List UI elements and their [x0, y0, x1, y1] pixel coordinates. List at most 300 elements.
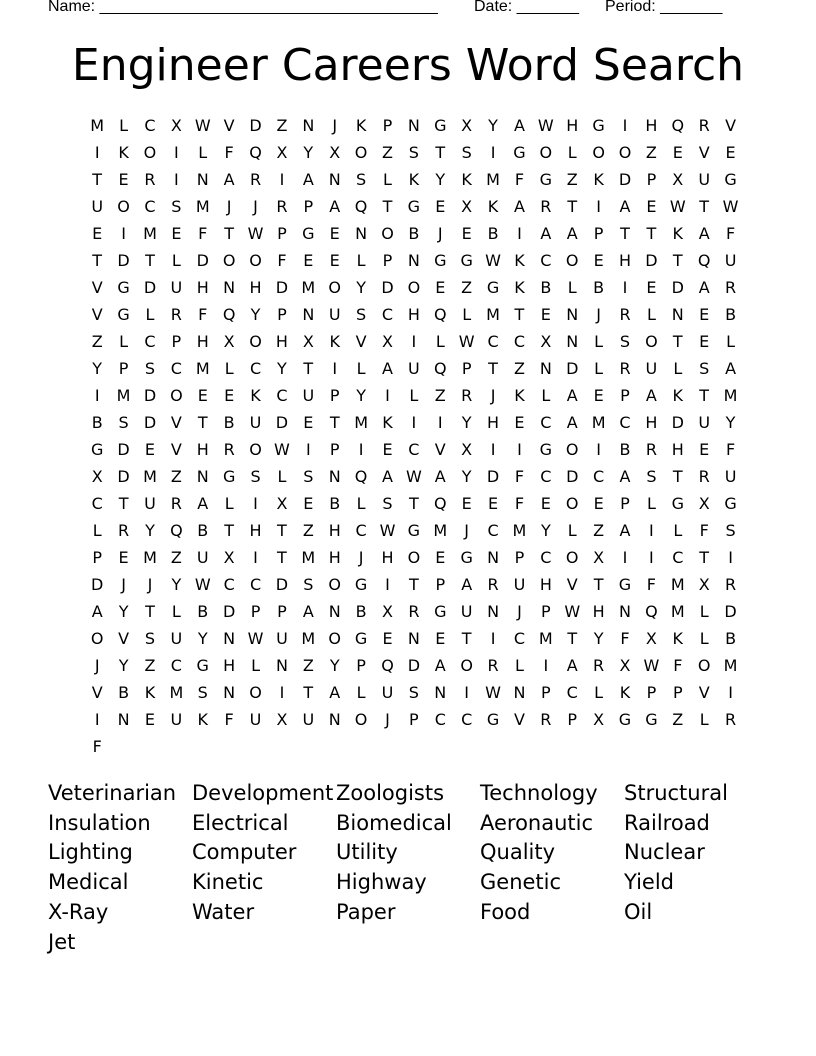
- grid-letter: S: [171, 197, 182, 216]
- grid-letter: M: [591, 413, 606, 432]
- grid-letter: M: [486, 305, 500, 324]
- grid-letter: M: [143, 224, 157, 243]
- grid-letter: X: [276, 494, 288, 513]
- grid-letter: T: [224, 224, 235, 243]
- grid-letter: U: [249, 413, 262, 432]
- grid-letter: G: [434, 251, 447, 270]
- grid-letter: Y: [461, 413, 472, 432]
- grid-letter: F: [699, 521, 709, 540]
- word-list-item: Jet: [48, 929, 76, 954]
- grid-letter: U: [302, 386, 315, 405]
- grid-letter: E: [435, 548, 446, 567]
- grid-letter: O: [460, 656, 473, 675]
- grid-letter: D: [618, 170, 632, 189]
- grid-letter: S: [144, 629, 156, 648]
- grid-letter: U: [276, 629, 288, 648]
- grid-letter: Y: [250, 305, 261, 324]
- grid-letter: P: [382, 116, 393, 135]
- grid-letter: D: [566, 359, 579, 378]
- grid-letter: V: [170, 413, 182, 432]
- word-list-item: X-Ray: [48, 900, 109, 925]
- grid-letter: Y: [118, 656, 129, 675]
- grid-letter: H: [645, 116, 658, 135]
- grid-letter: D: [249, 116, 262, 135]
- grid-letter: N: [328, 602, 341, 621]
- grid-letter: E: [329, 251, 340, 270]
- grid-letter: M: [169, 683, 184, 702]
- grid-letter: O: [117, 197, 130, 216]
- grid-letter: E: [646, 197, 657, 216]
- grid-letter: Q: [170, 521, 183, 540]
- grid-letter: M: [670, 575, 685, 594]
- grid-letter: H: [328, 521, 341, 540]
- grid-letter: I: [543, 656, 549, 675]
- grid-letter: J: [121, 575, 126, 594]
- grid-letter: E: [699, 332, 710, 351]
- grid-letter: T: [672, 332, 683, 351]
- grid-letter: A: [619, 521, 631, 540]
- grid-letter: I: [464, 683, 470, 702]
- grid-letter: X: [382, 332, 393, 351]
- grid-letter: U: [724, 467, 737, 486]
- grid-letter: R: [540, 197, 552, 216]
- grid-letter: O: [645, 332, 658, 351]
- grid-letter: J: [437, 224, 443, 243]
- grid-letter: I: [596, 440, 601, 459]
- grid-letter: G: [434, 116, 447, 135]
- grid-letter: N: [223, 278, 236, 297]
- grid-letter: F: [725, 224, 736, 243]
- grid-letter: F: [514, 494, 525, 513]
- grid-letter: T: [145, 251, 155, 270]
- grid-letter: S: [303, 467, 314, 486]
- grid-letter: T: [303, 359, 314, 378]
- word-list-item: Highway: [336, 870, 427, 895]
- period-field-label: Period: _______: [605, 0, 723, 15]
- grid-letter: E: [303, 251, 314, 270]
- grid-letter: K: [382, 413, 393, 432]
- grid-letter: M: [433, 521, 448, 540]
- grid-letter: V: [513, 710, 525, 729]
- grid-letter: Q: [671, 116, 685, 135]
- grid-letter: L: [251, 656, 260, 675]
- grid-letter: P: [382, 251, 393, 270]
- grid-letter: P: [92, 548, 103, 567]
- grid-letter: C: [487, 332, 499, 351]
- grid-letter: Y: [356, 386, 366, 405]
- grid-letter: R: [698, 467, 710, 486]
- grid-letter: H: [592, 602, 605, 621]
- grid-letter: D: [566, 467, 579, 486]
- grid-letter: Q: [354, 197, 368, 216]
- grid-letter: H: [566, 116, 579, 135]
- grid-letter: A: [197, 494, 209, 513]
- grid-letter: L: [356, 251, 366, 270]
- grid-letter: G: [724, 494, 737, 513]
- grid-letter: D: [275, 413, 289, 432]
- grid-letter: R: [645, 440, 657, 459]
- grid-letter: Q: [433, 305, 447, 324]
- grid-letter: W: [485, 683, 501, 702]
- grid-letter: J: [147, 575, 153, 594]
- grid-letter: C: [223, 575, 235, 594]
- grid-letter: R: [593, 656, 605, 675]
- grid-letter: A: [382, 467, 393, 486]
- grid-letter: R: [408, 602, 420, 621]
- grid-letter: X: [382, 602, 393, 621]
- grid-letter: U: [170, 710, 183, 729]
- grid-letter: Y: [488, 116, 498, 135]
- grid-letter: L: [462, 305, 472, 324]
- grid-letter: T: [303, 683, 314, 702]
- grid-letter: O: [328, 629, 341, 648]
- grid-letter: X: [302, 332, 314, 351]
- grid-letter: P: [409, 710, 419, 729]
- grid-letter: I: [517, 224, 522, 243]
- grid-letter: Q: [433, 359, 447, 378]
- grid-letter: B: [355, 602, 367, 621]
- grid-letter: L: [145, 305, 155, 324]
- grid-letter: Z: [645, 143, 657, 162]
- grid-letter: G: [592, 116, 605, 135]
- grid-letter: G: [117, 305, 130, 324]
- grid-letter: P: [514, 548, 525, 567]
- grid-letter: Q: [249, 143, 262, 162]
- grid-letter: Q: [645, 602, 658, 621]
- grid-letter: N: [355, 224, 368, 243]
- grid-letter: W: [247, 224, 264, 243]
- grid-letter: A: [698, 278, 710, 297]
- grid-letter: L: [541, 386, 551, 405]
- grid-letter: Q: [222, 305, 236, 324]
- grid-letter: A: [540, 224, 552, 243]
- grid-letter: U: [698, 170, 711, 189]
- word-list-item: Aeronautic: [480, 810, 594, 835]
- grid-letter: I: [385, 575, 390, 594]
- grid-letter: P: [672, 683, 683, 702]
- grid-letter: L: [594, 359, 604, 378]
- grid-letter: I: [385, 386, 390, 405]
- grid-letter: V: [91, 278, 103, 297]
- grid-letter: U: [724, 251, 737, 270]
- grid-letter: S: [144, 359, 156, 378]
- grid-letter: A: [566, 413, 578, 432]
- grid-letter: H: [618, 251, 632, 270]
- word-list-item: Zoologists: [336, 780, 445, 805]
- grid-letter: Y: [540, 521, 551, 540]
- grid-letter: V: [434, 440, 446, 459]
- page-title: Engineer Careers Word Search: [71, 40, 745, 91]
- grid-letter: X: [223, 548, 235, 567]
- grid-letter: T: [620, 224, 630, 243]
- grid-letter: G: [90, 440, 104, 459]
- grid-letter: I: [279, 170, 285, 189]
- grid-letter: T: [408, 494, 419, 513]
- grid-letter: C: [434, 710, 446, 729]
- grid-letter: R: [461, 386, 473, 405]
- grid-letter: K: [672, 386, 684, 405]
- grid-letter: Z: [91, 332, 103, 351]
- grid-letter: W: [564, 602, 581, 621]
- grid-letter: G: [117, 278, 130, 297]
- grid-letter: Z: [513, 359, 525, 378]
- grid-letter: G: [513, 143, 526, 162]
- grid-letter: K: [144, 683, 156, 702]
- grid-letter: M: [723, 386, 738, 405]
- grid-letter: E: [197, 386, 208, 405]
- grid-letter: U: [381, 683, 394, 702]
- grid-letter: W: [669, 197, 686, 216]
- grid-letter: B: [540, 278, 552, 297]
- grid-letter: B: [197, 602, 209, 621]
- grid-letter: A: [725, 359, 737, 378]
- grid-letter: N: [223, 683, 236, 702]
- grid-letter: V: [91, 683, 103, 702]
- grid-letter: T: [488, 359, 498, 378]
- word-list-item: Biomedical: [336, 810, 452, 835]
- grid-letter: E: [646, 278, 657, 297]
- grid-letter: N: [566, 332, 579, 351]
- grid-letter: L: [119, 116, 129, 135]
- grid-letter: N: [196, 467, 209, 486]
- grid-letter: I: [622, 278, 628, 297]
- word-list-item: Kinetic: [192, 870, 264, 895]
- grid-letter: F: [198, 305, 208, 324]
- grid-letter: C: [619, 413, 631, 432]
- grid-letter: X: [593, 710, 605, 729]
- grid-letter: L: [514, 656, 524, 675]
- grid-letter: A: [513, 116, 525, 135]
- grid-letter: W: [722, 197, 739, 216]
- word-list-item: Utility: [336, 840, 398, 865]
- grid-letter: K: [514, 278, 525, 297]
- grid-letter: H: [196, 440, 209, 459]
- grid-letter: D: [407, 656, 421, 675]
- grid-letter: D: [671, 413, 684, 432]
- grid-letter: A: [434, 467, 446, 486]
- grid-letter: S: [118, 413, 129, 432]
- grid-letter: L: [673, 521, 683, 540]
- grid-letter: Y: [725, 413, 736, 432]
- grid-letter: H: [539, 575, 552, 594]
- grid-letter: E: [118, 548, 129, 567]
- grid-letter: F: [646, 575, 656, 594]
- grid-letter: C: [461, 710, 473, 729]
- word-list-item: Paper: [336, 900, 396, 925]
- grid-letter: A: [566, 224, 578, 243]
- grid-letter: D: [117, 251, 130, 270]
- grid-letter: J: [517, 602, 522, 621]
- grid-letter: D: [196, 251, 209, 270]
- grid-letter: I: [121, 224, 126, 243]
- grid-letter: T: [672, 467, 683, 486]
- grid-letter: U: [328, 305, 341, 324]
- grid-letter: H: [196, 278, 209, 297]
- grid-letter: C: [170, 656, 182, 675]
- grid-letter: X: [223, 332, 235, 351]
- grid-letter: T: [145, 602, 155, 621]
- grid-letter: Z: [382, 143, 393, 162]
- grid-letter: R: [725, 278, 737, 297]
- grid-letter: F: [514, 170, 525, 189]
- grid-letter: U: [513, 575, 526, 594]
- grid-letter: S: [408, 683, 419, 702]
- grid-letter: H: [645, 413, 658, 432]
- grid-letter: G: [539, 170, 553, 189]
- grid-letter: U: [196, 548, 209, 567]
- grid-letter: N: [619, 602, 631, 621]
- grid-letter: L: [171, 602, 181, 621]
- grid-letter: F: [725, 440, 736, 459]
- grid-letter: N: [407, 629, 420, 648]
- grid-letter: A: [329, 683, 341, 702]
- word-list-item: Technology: [480, 780, 598, 805]
- grid-letter: C: [408, 440, 420, 459]
- grid-letter: Y: [118, 602, 129, 621]
- grid-letter: L: [567, 143, 577, 162]
- grid-letter: L: [224, 359, 234, 378]
- grid-letter: K: [250, 386, 261, 405]
- grid-letter: E: [382, 629, 393, 648]
- grid-letter: G: [460, 548, 473, 567]
- grid-letter: H: [223, 656, 236, 675]
- grid-letter: E: [699, 440, 710, 459]
- grid-letter: M: [116, 386, 131, 405]
- grid-letter: K: [197, 710, 208, 729]
- grid-letter: H: [275, 332, 288, 351]
- grid-letter: T: [408, 575, 419, 594]
- grid-letter: T: [646, 224, 657, 243]
- grid-letter: C: [355, 521, 367, 540]
- grid-letter: D: [143, 386, 157, 405]
- grid-letter: E: [224, 386, 235, 405]
- grid-letter: N: [223, 629, 236, 648]
- grid-letter: F: [514, 467, 525, 486]
- grid-letter: Y: [145, 521, 155, 540]
- grid-letter: O: [170, 386, 183, 405]
- grid-letter: E: [461, 224, 472, 243]
- grid-letter: O: [249, 440, 262, 459]
- grid-letter: O: [618, 143, 632, 162]
- grid-letter: N: [302, 116, 315, 135]
- grid-letter: O: [354, 143, 368, 162]
- grid-letter: K: [487, 197, 499, 216]
- grid-letter: O: [697, 656, 711, 675]
- grid-letter: P: [461, 359, 472, 378]
- grid-letter: A: [645, 386, 657, 405]
- grid-letter: N: [487, 548, 500, 567]
- word-list-item: Electrical: [192, 810, 289, 835]
- grid-letter: N: [328, 710, 341, 729]
- grid-letter: M: [90, 116, 105, 135]
- grid-letter: N: [566, 305, 579, 324]
- grid-letter: L: [673, 359, 683, 378]
- grid-letter: M: [723, 656, 738, 675]
- grid-letter: I: [649, 521, 654, 540]
- grid-letter: F: [198, 224, 208, 243]
- grid-letter: T: [224, 521, 235, 540]
- grid-letter: R: [170, 305, 182, 324]
- grid-letter: P: [541, 683, 551, 702]
- grid-letter: Y: [435, 170, 446, 189]
- grid-letter: E: [593, 251, 604, 270]
- grid-letter: I: [728, 548, 733, 567]
- grid-letter: Z: [566, 170, 578, 189]
- grid-letter: L: [119, 332, 129, 351]
- grid-letter: O: [565, 494, 579, 513]
- grid-letter: T: [699, 548, 710, 567]
- grid-letter: G: [618, 710, 632, 729]
- grid-letter: X: [329, 143, 341, 162]
- grid-letter: E: [699, 305, 710, 324]
- grid-letter: C: [540, 548, 552, 567]
- grid-letter: R: [725, 710, 737, 729]
- grid-letter: E: [171, 224, 182, 243]
- grid-letter: E: [92, 224, 103, 243]
- grid-letter: E: [514, 413, 525, 432]
- grid-letter: L: [356, 359, 366, 378]
- grid-letter: X: [170, 116, 182, 135]
- grid-letter: H: [249, 278, 262, 297]
- grid-letter: G: [671, 494, 684, 513]
- grid-letter: G: [486, 278, 500, 297]
- word-list-item: Structural: [624, 780, 728, 805]
- grid-letter: D: [275, 575, 289, 594]
- grid-letter: S: [303, 575, 314, 594]
- grid-letter: T: [92, 170, 103, 189]
- word-list-item: Computer: [192, 840, 297, 865]
- grid-letter: H: [196, 332, 209, 351]
- grid-letter: N: [487, 602, 500, 621]
- grid-letter: G: [407, 197, 421, 216]
- grid-letter: Y: [329, 656, 340, 675]
- grid-letter: S: [461, 143, 472, 162]
- grid-letter: G: [196, 656, 209, 675]
- grid-letter: A: [91, 602, 103, 621]
- grid-letter: W: [458, 332, 475, 351]
- grid-letter: D: [91, 575, 104, 594]
- grid-letter: P: [277, 602, 287, 621]
- grid-letter: T: [277, 521, 287, 540]
- grid-letter: D: [143, 413, 157, 432]
- grid-letter: R: [619, 359, 631, 378]
- grid-letter: V: [223, 116, 235, 135]
- grid-letter: D: [117, 467, 130, 486]
- grid-letter: U: [170, 629, 183, 648]
- grid-letter: J: [94, 656, 100, 675]
- grid-letter: U: [408, 359, 420, 378]
- grid-letter: S: [197, 683, 208, 702]
- grid-letter: A: [434, 656, 446, 675]
- grid-letter: S: [356, 170, 367, 189]
- grid-letter: X: [698, 575, 710, 594]
- grid-letter: T: [277, 548, 287, 567]
- grid-letter: R: [170, 494, 182, 513]
- grid-letter: T: [699, 386, 710, 405]
- grid-letter: J: [226, 197, 232, 216]
- grid-letter: Z: [276, 116, 288, 135]
- word-list-item: Food: [480, 900, 531, 925]
- grid-letter: E: [144, 710, 156, 729]
- grid-letter: L: [277, 467, 287, 486]
- grid-letter: F: [92, 737, 102, 756]
- grid-letter: W: [247, 629, 264, 648]
- grid-letter: G: [539, 440, 553, 459]
- grid-letter: E: [382, 440, 393, 459]
- grid-letter: G: [222, 467, 236, 486]
- grid-letter: G: [354, 629, 368, 648]
- grid-letter: Z: [672, 710, 684, 729]
